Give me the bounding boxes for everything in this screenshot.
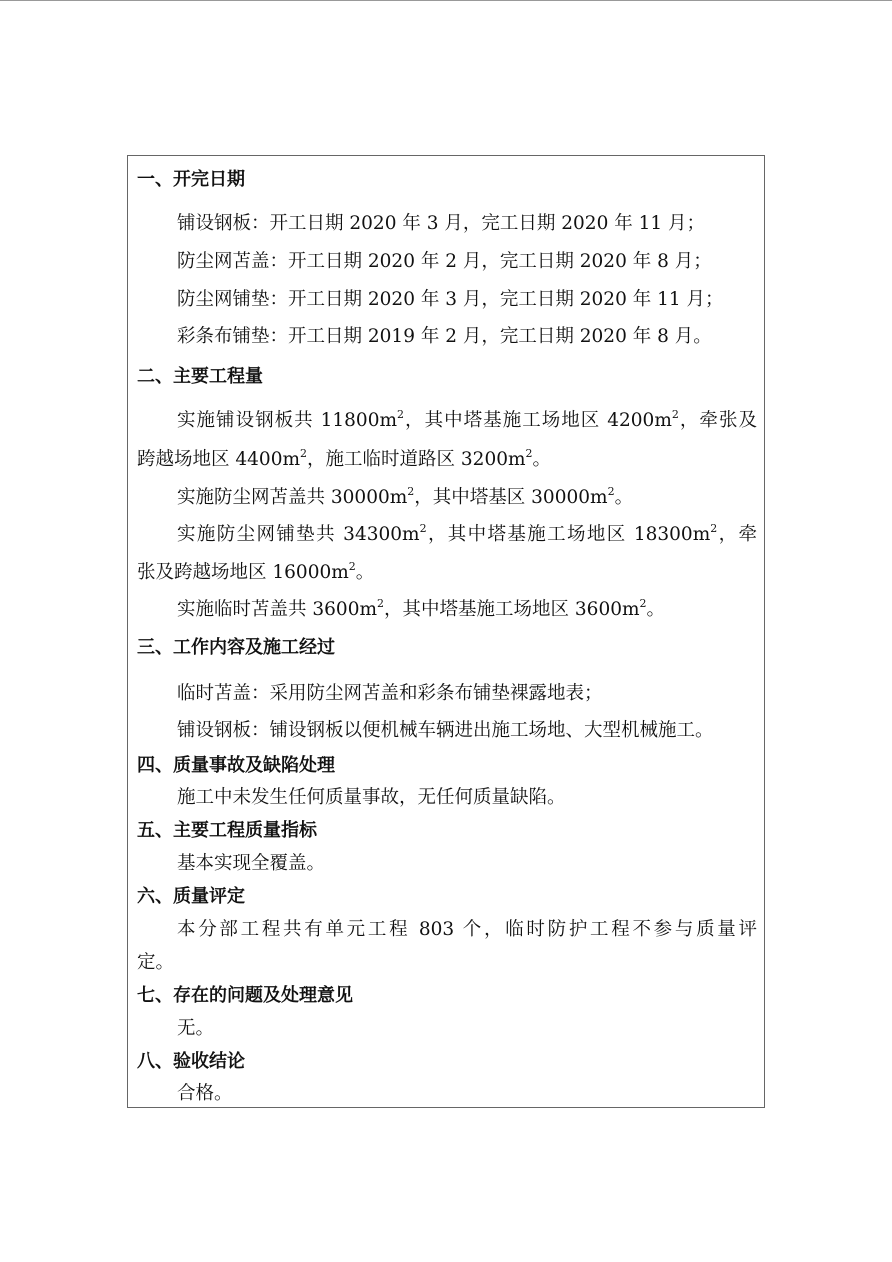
section-6-line-1: 本分部工程共有单元工程 803 个，临时防护工程不参与质量评 [177,919,757,940]
section-1-line-4: 彩条布铺垫：开工日期 2019 年 2 月，完工日期 2020 年 8 月。 [177,326,712,347]
section-5-line-1: 基本实现全覆盖。 [177,853,326,874]
section-heading-1: 一、开完日期 [137,169,245,190]
section-3-line-1: 临时苫盖：采用防尘网苫盖和彩条布铺垫裸露地表； [177,683,603,704]
quantity-paragraph-2: 实施防尘网苫盖共 $30000m^2$，其中塔基区 $30000m^2$。 [177,484,634,508]
section-heading-3: 三、工作内容及施工经过 [137,637,335,658]
quantity-paragraph-4: 实施临时苫盖共 $3600m^2$，其中塔基施工场地区 $3600m^2$。 [177,596,666,620]
section-1-line-1: 铺设钢板：开工日期 2020 年 3 月，完工日期 2020 年 11 月； [177,213,706,234]
section-1-line-2: 防尘网苫盖：开工日期 2020 年 2 月，完工日期 2020 年 8 月； [177,251,712,272]
section-6-line-2: 定。 [137,952,175,973]
section-3-line-2: 铺设钢板：铺设钢板以便机械车辆进出施工场地、大型机械施工。 [177,720,714,741]
section-7-line-1: 无。 [177,1018,215,1039]
section-heading-8: 八、验收结论 [137,1051,245,1072]
page-top-rule [0,0,892,1]
section-1-line-3: 防尘网铺垫：开工日期 2020 年 3 月，完工日期 2020 年 11 月； [177,289,724,310]
section-heading-7: 七、存在的问题及处理意见 [137,985,353,1006]
section-heading-6: 六、质量评定 [137,886,245,907]
section-heading-5: 五、主要工程质量指标 [137,820,317,841]
section-4-line-1: 施工中未发生任何质量事故，无任何质量缺陷。 [177,787,566,808]
quantity-paragraph-1-line-1: 实施铺设钢板共 $11800m^2$，其中塔基施工场地区 $4200m^2$，牵张及 [177,407,757,431]
quantity-paragraph-1-line-2: 跨越场地区 $4400m^2$，施工临时道路区 $3200m^2$。 [137,446,552,470]
section-heading-2: 二、主要工程量 [137,366,263,387]
quantity-paragraph-3-line-1: 实施防尘网铺垫共 $34300m^2$，其中塔基施工场地区 $18300m^2$，牵 [177,521,757,545]
quantity-paragraph-3-line-2: 张及跨越场地区 $16000m^2$。 [137,559,375,583]
section-heading-4: 四、质量事故及缺陷处理 [137,755,335,776]
section-8-line-1: 合格。 [177,1083,233,1104]
